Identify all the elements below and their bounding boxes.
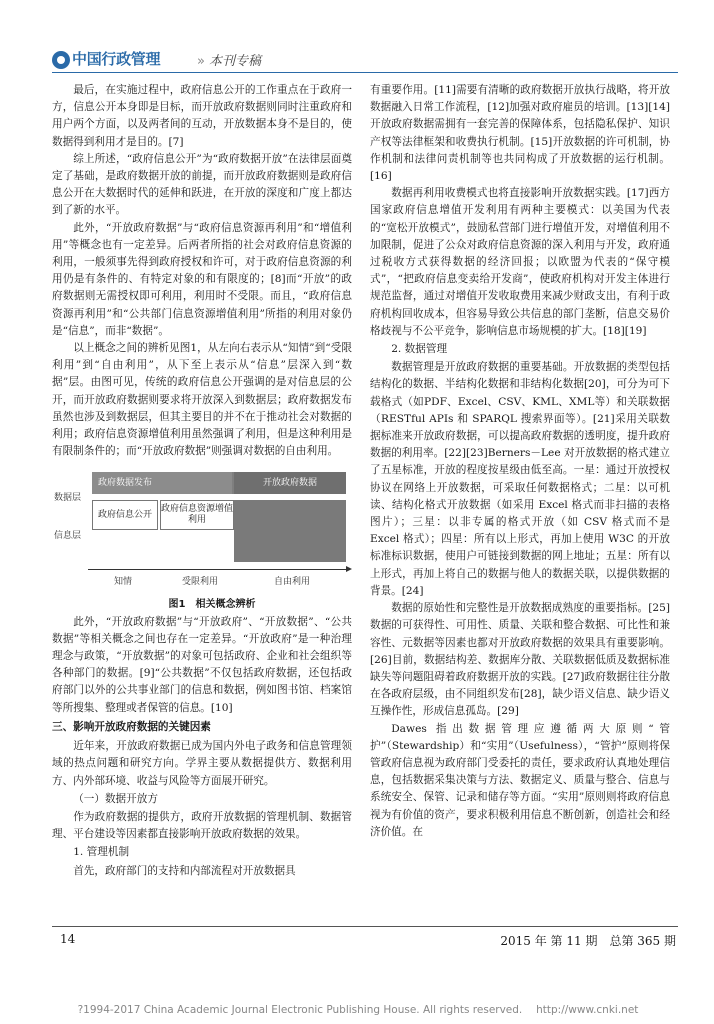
paragraph: 此外，“开放政府数据”与“政府信息资源再利用”和“增值利用”等概念也有一定差异。后两者所指的社会对政府信息资源的利用，一般须事先得到政府授权和许可，对于政府信息资源的利用仍是有条件的、有特定对象的和有限度的；[8]而“开放”的政府数据则无需授权即可利用，利用时不受限。而且，“政府信息资源再利用”和“公共部门信息资源增值利用”所指的利用对象仍是“信息”，而非“数据”。 <box>52 221 352 337</box>
row-label-data: 数据层 <box>54 493 82 504</box>
paragraph: 近年来，开放政府数据已成为国内外电子政务和信息管理领域的热点问题和研究方向。学界主要从数据提供方、数据利用方、内外部环境、收益与风险等方面展开研究。 <box>52 740 352 787</box>
issue-info: 2015 年 第 11 期 总第 365 期 <box>500 934 676 948</box>
footer-rule <box>52 926 678 927</box>
paragraph: 作为政府数据的提供方，政府开放数据的管理机制、数据管理、平台建设等因素都直接影响开放政府数据的效果。 <box>52 810 352 841</box>
right-column <box>370 82 670 841</box>
paragraph: Dawes 指出数据管理应遵循两大原则“管护”（Stewardship）和“实用”（Usefulness），“管护”原则将保管政府信息视为政府部门受委托的责任，要求政府认真地处理信息，包括数据采集决策与方法、数据定义、质量与整合、信息与系统安全、保管、记录和储存等方面。“实用”原则则将政府信息视为有价值的资产，要求积极利用信息不断创新，创造社会和经济价值。在 <box>370 722 670 838</box>
subsection-heading: 1. 管理机制 <box>73 846 130 859</box>
figure-caption: 图1 相关概念辨析 <box>168 599 256 611</box>
paragraph: 此外，“开放政府数据”与“开放政府”、“开放数据”、“公共数据”等相关概念之间也存在一定差异。“开放政府”是一种治理理念与政策，“开放数据”的对象可包括政府、企业和社会组织等各种部门的数据。[9]“公共数据”不仅包括政府数据，还包括政府部门以外的公共事业部门的信息和数据，例如图书馆、档案馆等所搜集、整理或者保管的信息。[10] <box>52 615 352 714</box>
header-rule <box>52 72 678 73</box>
box-data-release: 政府数据发布 <box>92 472 232 494</box>
axis-label-free: 自由利用 <box>274 577 311 588</box>
concept-figure <box>52 466 352 594</box>
box-open-data: 开放政府数据 <box>234 472 346 494</box>
page-number: 14 <box>60 932 76 946</box>
box-open-data-lower <box>234 500 346 562</box>
subsection-heading: 2. 数据管理 <box>391 343 448 356</box>
journal-logo-icon <box>52 51 70 69</box>
paragraph: 最后，在实施过程中，政府信息公开的工作重点在于政府一方，信息公开本身即是目标，而开放政府数据则同时注重政府和用户两个方面，以及两者间的互动，开放数据本身不是目的，使数据得到利用才是目的。[7] <box>52 84 352 148</box>
axis-label-limited: 受限利用 <box>182 577 219 588</box>
paragraph: 有重要作用。[11]需要有清晰的政府数据开放执行战略，将开放数据融入日常工作流程，[12]加强对政府雇员的培训。[13][14]开放政府数据需拥有一套完善的保障体系，包括隐私保护、知识产权等法律框架和收费执行机制。[15]开放数据的许可机制，协作机制和法律问责机制等也共同构成了开放数据的运行机制。[16] <box>370 84 670 183</box>
paragraph: 数据再利用收费模式也将直接影响开放数据实践。[17]西方国家政府信息增值开发利用有两种主要模式：以美国为代表的“宽松开放模式”，鼓励私营部门进行增值开发，对增值利用不加限制，促进了公众对政府信息资源的深入利用与开发，政府通过税收方式获得数据的经济回报；以欧盟为代表的“保守模式”，“把政府信息变卖给开发商”，使政府机构对开发主体进行规范监督，通过对增值开发收取费用来减少财政支出，有利于政府机构回收成本，但容易导致公共信息的部门垄断，信息交易价格歧视与不公平竞争，影响信息市场规模的扩大。[18][19] <box>370 187 670 337</box>
box-info-disclosure: 政府信息公开 <box>92 500 158 530</box>
page-header <box>52 46 678 72</box>
section-tag <box>197 50 261 69</box>
paragraph: 数据管理是开放政府数据的重要基础。开放数据的类型包括结构化的数据、半结构化数据和非结构化数据[20]，可分为可下载格式（如PDF、Excel、CSV、KML、XML等）和关联数据（RESTful APIs 和 SPARQL 搜索界面等）。[21]采用关联数据标准来开放政府数据，可以提高政府数据的透明度，提升政府数据的利用率。[22][23]Berners－Lee 对开放数据的格式建立了五星标准，开放的程度按星级由低至高。一星：通过开放授权协议在网络上开放数据，可采取任何数据格式；二星：以可机读、结构化格式开放数据（如采用 Excel 格式而非扫描的表格图片）；三星：以非专属的格式开放（如 CSV 格式而不是 Excel 格式）；四星：所有以上形式，再加上使用 W3C 的开放标准标识数据，使用户可链接到数据的网上地址；五星：所有以上形式，再加上将自己的数据与他人的数据关联，以提供数据的背景。[24] <box>370 361 670 597</box>
paragraph: 以上概念之间的辨析见图1，从左向右表示从“知情”到“受限利用”到“自由利用”，从下至上表示从“信息”层深入到“数据”层。由图可见，传统的政府信息公开强调的是对信息层的公开，而开放政府数据则要求将开放深入到数据层；政府数据发布虽然也涉及到数据层，但其主要目的并不在于推动社会对数据的利用；政府信息资源增值利用虽然强调了利用，但是这种利用是有限制条件的；而“开放政府数据”则强调对数据的自由利用。 <box>52 342 352 458</box>
box-info-reuse: 政府信息资源增值利用 <box>160 500 234 530</box>
journal-name: 中国行政管理 <box>72 50 161 68</box>
copyright-notice: ?1994-2017 China Academic Journal Electronic Publishing House. All rights reserved. http://www.cnki.net <box>77 1004 639 1016</box>
row-label-info: 信息层 <box>54 531 82 542</box>
figure-axis <box>88 569 350 570</box>
paragraph: 数据的原始性和完整性是开放数据成熟度的重要指标。[25]数据的可获得性、可用性、质量、关联和整合数据、可比性和兼容性、元数据等因素也都对开放政府数据的效果具有重要影响。[26]目前，数据结构差、数据库分散、关联数据低质及数据标准缺失等问题阻碍着政府数据开放的实践。[27]政府数据往往分散在各政府层级，由不同组织发布[28]，缺少语义信息、缺少语义互操作性，形成信息孤岛。[29] <box>370 602 670 718</box>
journal-logo <box>52 48 160 69</box>
axis-label-know: 知情 <box>114 577 133 588</box>
section-heading: 三、影响开放政府数据的关键因素 <box>52 720 211 733</box>
left-column <box>52 82 352 880</box>
double-chevron-icon: » <box>197 54 205 69</box>
paragraph: 综上所述，“政府信息公开”为“政府数据开放”在法律层面奠定了基础，是政府数据开放的前提，而开放政府数据则是政府信息公开在大数据时代的延伸和跃进，在开放的深度和广度上都达到了新的水平。 <box>52 152 352 217</box>
subsection-heading: （一）数据开放方 <box>73 792 158 805</box>
paragraph: 首先，政府部门的支持和内部流程对开放数据具 <box>73 864 296 877</box>
section-name: 本刊专稿 <box>208 54 261 69</box>
